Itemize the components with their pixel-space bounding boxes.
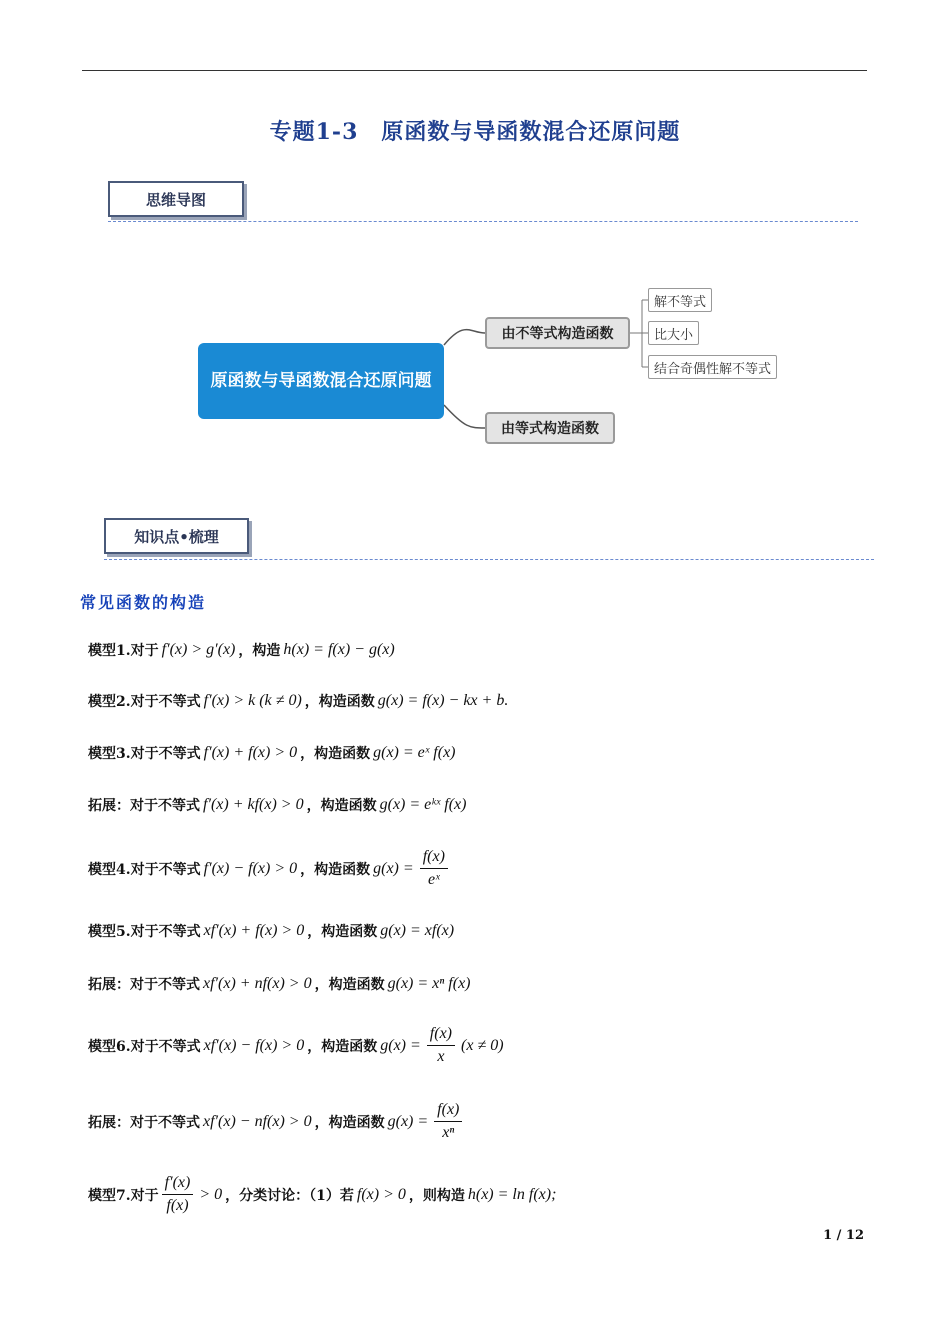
section-tag-knowledge: 知识点•梳理 (104, 518, 249, 554)
mindmap-branch-equation: 由等式构造函数 (485, 412, 615, 444)
section-heading: 常见函数的构造 (80, 593, 207, 612)
fraction: $\frac{f'(x)}{f(x)}$ (162, 1172, 194, 1217)
model-line: 模型4.对于不等式 f′(x) − f(x) > 0 ，构造函数 g(x) = $\frac{f(x)}{\text{eˣ}}$ (88, 846, 451, 891)
fraction: $\frac{f(x)}{\text{xⁿ}}$ (434, 1099, 462, 1144)
model-line: 拓展：对于不等式 f′(x) + kf(x) > 0 ，构造函数 g(x) = eᵏˣ f(x) (88, 796, 467, 814)
model-line: 模型5.对于不等式 xf′(x) + f(x) > 0 ，构造函数 g(x) = xf(x) (88, 922, 455, 940)
fraction: $\frac{f(x)}{x}$ (427, 1023, 455, 1068)
mindmap-branch-inequality: 由不等式构造函数 (485, 317, 630, 349)
model-line: 模型6.对于不等式 xf′(x) − f(x) > 0 ，构造函数 g(x) = $\frac{f(x)}{x}$ (x ≠ 0) (88, 1023, 507, 1068)
page-title: 专题1-3 原函数与导函数混合还原问题 (269, 119, 681, 145)
fraction: $\frac{f(x)}{\text{eˣ}}$ (420, 846, 448, 891)
model-line: 模型1.对于 f′(x) > g′(x) ，构造 h(x) = f(x) − g(x) (88, 641, 395, 659)
model-line: 模型7.对于 $\frac{f'(x)}{f(x)}$ > 0 ，分类讨论：（1）若 f(x) > 0 ，则构造 h(x) = ln f(x); (88, 1172, 559, 1217)
model-line: 拓展：对于不等式 xf′(x) + nf(x) > 0 ，构造函数 g(x) = xⁿ f(x) (88, 975, 471, 993)
mindmap-root: 原函数与导函数混合还原问题 (198, 343, 444, 419)
model-line: 模型3.对于不等式 f′(x) + f(x) > 0 ，构造函数 g(x) = eˣ f(x) (88, 744, 456, 762)
mindmap-leaf: 解不等式 (648, 288, 712, 312)
mindmap-leaf: 比大小 (648, 321, 699, 345)
section-divider (104, 559, 874, 560)
mindmap-leaf: 结合奇偶性解不等式 (648, 355, 777, 379)
mindmap-connectors (0, 0, 950, 500)
model-line: 拓展：对于不等式 xf′(x) − nf(x) > 0 ，构造函数 g(x) = $\frac{f(x)}{\text{xⁿ}}$ (88, 1099, 465, 1144)
section-tag-mindmap: 思维导图 (108, 181, 244, 217)
page-number: 1 / 12 (823, 1228, 864, 1243)
model-line: 模型2.对于不等式 f′(x) > k (k ≠ 0) ，构造函数 g(x) = f(x) − kx + b. (88, 692, 509, 710)
